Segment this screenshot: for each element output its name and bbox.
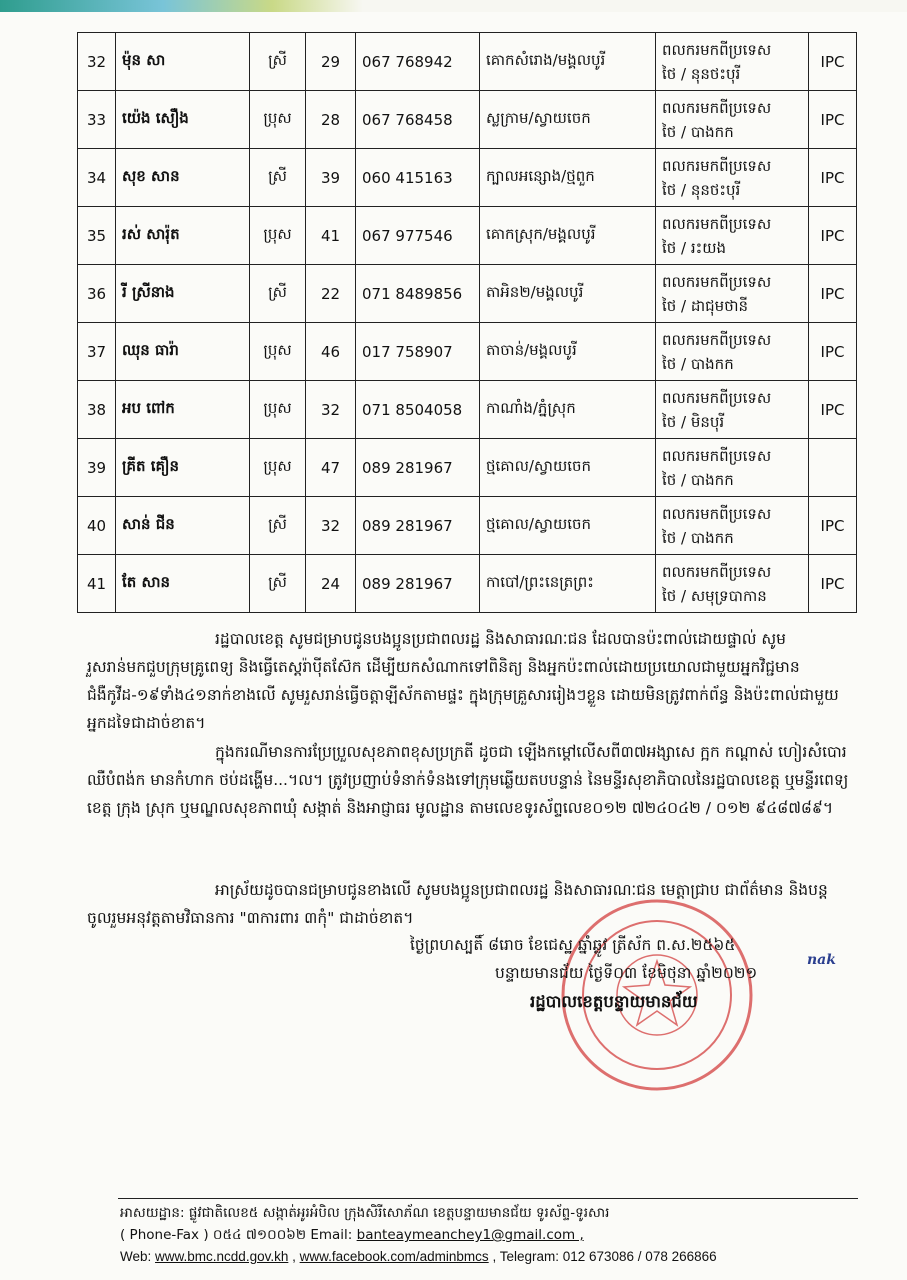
- patient-sex: ប្រុស: [250, 381, 306, 439]
- patient-name: អប ពៅក: [116, 381, 250, 439]
- patient-phone: 071 8489856: [356, 265, 480, 323]
- patient-origin: [656, 91, 809, 149]
- patient-origin: [656, 555, 809, 613]
- origin-line-1: ពលករមកពីប្រទេស: [662, 504, 772, 523]
- patient-table-body: [78, 33, 857, 613]
- patient-origin: [656, 439, 809, 497]
- patient-sex: ប្រុស: [250, 91, 306, 149]
- patient-name: គ្រីត គឿន: [116, 439, 250, 497]
- patient-phone: 067 977546: [356, 207, 480, 265]
- footer-web-label: Web:: [120, 1249, 152, 1264]
- table-row: [78, 323, 857, 381]
- table-row: [78, 33, 857, 91]
- origin-line-1: ពលករមកពីប្រទេស: [662, 562, 772, 581]
- signatory: រដ្ឋបាលខេត្តបន្ទាយមានជ័យ: [530, 992, 698, 1011]
- patient-phone: 067 768458: [356, 91, 480, 149]
- table-row: [78, 555, 857, 613]
- origin-line-2: ថៃ / មិនបុរី: [662, 412, 725, 431]
- row-number: 35: [78, 207, 116, 265]
- patient-address: តាអិន២/មង្គលបូរី: [480, 265, 656, 323]
- patient-address: គោកសំរោង/មង្គលបូរី: [480, 33, 656, 91]
- patient-age: 39: [306, 149, 356, 207]
- patient-address: ថ្មគោល/ស្វាយចេក: [480, 497, 656, 555]
- date-lunar: ថ្ងៃព្រហស្បតិ៍ ៨រោច ខែជេស្ឋ ឆ្នាំឆ្លូវ ត្រីស័ក ព.ស.២៥៦៥: [410, 936, 736, 954]
- patient-address: កាណាំង/ភ្នំស្រុក: [480, 381, 656, 439]
- patient-sex: ប្រុស: [250, 207, 306, 265]
- patient-sex: ប្រុស: [250, 323, 306, 381]
- patient-age: 24: [306, 555, 356, 613]
- origin-line-1: ពលករមកពីប្រទេស: [662, 214, 772, 233]
- patient-address: ថ្មគោល/ស្វាយចេក: [480, 439, 656, 497]
- patient-name: សាន់ ជីន: [116, 497, 250, 555]
- footer: [120, 1202, 880, 1268]
- row-number: 34: [78, 149, 116, 207]
- patient-sex: ប្រុស: [250, 439, 306, 497]
- origin-line-2: ថៃ / បាងកក: [662, 528, 734, 547]
- row-number: 40: [78, 497, 116, 555]
- origin-line-1: ពលករមកពីប្រទេស: [662, 40, 772, 59]
- patient-phone: 060 415163: [356, 149, 480, 207]
- row-number: 41: [78, 555, 116, 613]
- patient-status: IPC: [809, 497, 857, 555]
- row-number: 32: [78, 33, 116, 91]
- patient-phone: 089 281967: [356, 497, 480, 555]
- patient-status: IPC: [809, 91, 857, 149]
- patient-age: 46: [306, 323, 356, 381]
- table-row: [78, 265, 857, 323]
- origin-line-1: ពលករមកពីប្រទេស: [662, 272, 772, 291]
- footer-telegram: , Telegram: 012 673086 / 078 266866: [492, 1249, 717, 1264]
- patient-status: IPC: [809, 265, 857, 323]
- origin-line-2: ថៃ / បាងកក: [662, 354, 734, 373]
- table-row: [78, 439, 857, 497]
- handwritten-initials: nak: [807, 952, 836, 968]
- footer-web-line: Web: www.bmc.ncdd.gov.kh , www.facebook.com/adminbmcs , Telegram: 012 673086 / 078 266866: [120, 1249, 717, 1264]
- patient-origin: [656, 323, 809, 381]
- footer-email-link[interactable]: banteaymeanchey1@gmail.com ,: [356, 1227, 584, 1243]
- origin-line-1: ពលករមកពីប្រទេស: [662, 330, 772, 349]
- row-number: 33: [78, 91, 116, 149]
- origin-line-1: ពលករមកពីប្រទេស: [662, 98, 772, 117]
- patient-address: តាចាន់/មង្គលបូរី: [480, 323, 656, 381]
- footer-phone: ( Phone-Fax ) ០៥៤ ៧១០០៦២ Email:: [120, 1227, 353, 1243]
- footer-contact: [120, 1224, 880, 1246]
- patient-status: IPC: [809, 207, 857, 265]
- patient-name: ម៉ុន សា: [116, 33, 250, 91]
- paragraph-symptoms: ក្នុងករណីមានការប្រែប្រួលសុខភាពខុសប្រក្រតី ដូចជា ឡើងកម្ដៅលើសពី៣៧អង្សាសេ ក្អក កណ្ដាស់ ហៀរសំបោរ ឈឺបំពង់ក មានកំហាក ថប់ដង្ហើម...។ល។ ត្រូវប្រញាប់ទំនាក់ទំនងទៅក្រុមឆ្លើយតបបន្ទាន់ នៃមន្ទីរសុខាភិបាលនៃរដ្ឋបាលខេត្ត ឬមន្ទីរពេទ្យខេត្ត ក្រុង ស្រុក ឬមណ្ឌលសុខភាពឃុំ សង្កាត់ និងអាជ្ញាធរ មូលដ្ឋាន តាមលេខទូរស័ព្ទលេខ០១២ ៧២៤០៤២ / ០១២ ៩៤៨៧៨៩។: [87, 743, 849, 817]
- patient-phone: 067 768942: [356, 33, 480, 91]
- table-row: [78, 381, 857, 439]
- patient-status: [809, 439, 857, 497]
- patient-name: តែ សាន: [116, 555, 250, 613]
- patient-age: 41: [306, 207, 356, 265]
- patient-status: IPC: [809, 381, 857, 439]
- paragraph-instructions: រដ្ឋបាលខេត្ត សូមជម្រាបជូនបងប្អូនប្រជាពលរដ្ឋ និងសាធារណៈជន ដែលបានប៉ះពាល់ដោយផ្ទាល់ សូមរួសរាន់មកជួបក្រុមគ្រូពេទ្យ និងធ្វើតេស្តរ៉ាប៉ីតស៊ែក ដើម្បីយកសំណាកទៅពិនិត្យ និងអ្នកប៉ះពាល់ដោយប្រយោលជាមួយអ្នកវិជ្ជមានជំងឺកូវីដ-១៩ទាំង៤១នាក់ខាងលើ សូមរួសរាន់ធ្វើចត្តាឡីស័កតាមផ្ទះ ក្នុងក្រុមគ្រួសាររៀងៗខ្លួន ដោយមិនត្រូវពាក់ព័ន្ធ និងប៉ះពាល់ជាមួយអ្នកដទៃជាដាច់ខាត។: [87, 630, 839, 732]
- patient-table: [77, 32, 857, 613]
- origin-line-2: ថៃ / បាងកក: [662, 470, 734, 489]
- table-row: [78, 207, 857, 265]
- patient-status: IPC: [809, 33, 857, 91]
- patient-address: ស្លក្រាម/ស្វាយចេក: [480, 91, 656, 149]
- patient-age: 28: [306, 91, 356, 149]
- footer-website-link[interactable]: www.bmc.ncdd.gov.kh: [155, 1249, 289, 1264]
- footer-address: អាសយដ្ឋាន: ផ្លូវជាតិលេខ៥ សង្កាត់អូរអំបិល ក្រុងសិរីសោភ័ណ ខេត្តបន្ទាយមានជ័យ ទូរស័ព្ទ-ទូរសារ: [120, 1205, 610, 1221]
- footer-divider: [118, 1198, 858, 1199]
- patient-age: 22: [306, 265, 356, 323]
- patient-sex: ស្រី: [250, 555, 306, 613]
- origin-line-1: ពលករមកពីប្រទេស: [662, 156, 772, 175]
- patient-phone: 089 281967: [356, 555, 480, 613]
- patient-phone: 071 8504058: [356, 381, 480, 439]
- patient-status: IPC: [809, 555, 857, 613]
- row-number: 38: [78, 381, 116, 439]
- patient-status: IPC: [809, 323, 857, 381]
- origin-line-1: ពលករមកពីប្រទេស: [662, 446, 772, 465]
- origin-line-2: ថៃ / រះយង: [662, 238, 727, 257]
- patient-name: រស់ សារ៉ុត: [116, 207, 250, 265]
- top-color-strip: [0, 0, 907, 12]
- patient-status: IPC: [809, 149, 857, 207]
- patient-name: ឈុន ធារ៉ា: [116, 323, 250, 381]
- patient-origin: [656, 381, 809, 439]
- paragraph-closing: អាស្រ័យដូចបានជម្រាបជូនខាងលើ សូមបងប្អូនប្រជាពលរដ្ឋ និងសាធារណៈជន មេត្តាជ្រាប ជាព័ត៌មាន និងបន្តចូលរួមអនុវត្តតាមវិធានការ "៣ការពារ ៣កុំ" ជាដាច់ខាត។: [87, 881, 828, 927]
- origin-line-2: ថៃ / សមុទ្របាកាន: [662, 586, 767, 605]
- row-number: 36: [78, 265, 116, 323]
- patient-name: យ៉េង សឿង: [116, 91, 250, 149]
- patient-origin: [656, 33, 809, 91]
- origin-line-2: ថៃ / បាងកក: [662, 122, 734, 141]
- table-row: [78, 497, 857, 555]
- footer-facebook-link[interactable]: www.facebook.com/adminbmcs: [299, 1249, 489, 1264]
- patient-name: រី ស្រីនាង: [116, 265, 250, 323]
- patient-origin: [656, 207, 809, 265]
- patient-sex: ស្រី: [250, 149, 306, 207]
- patient-address: ក្បាលអន្សោង/ថ្មពួក: [480, 149, 656, 207]
- origin-line-1: ពលករមកពីប្រទេស: [662, 388, 772, 407]
- table-row: [78, 91, 857, 149]
- patient-age: 32: [306, 381, 356, 439]
- patient-origin: [656, 149, 809, 207]
- patient-origin: [656, 497, 809, 555]
- patient-age: 32: [306, 497, 356, 555]
- patient-phone: 017 758907: [356, 323, 480, 381]
- origin-line-2: ថៃ / នុនថះបុរី: [662, 64, 741, 83]
- origin-line-2: ថៃ / នុនថះបុរី: [662, 180, 741, 199]
- patient-name: សុខ សាន: [116, 149, 250, 207]
- origin-line-2: ថៃ / ដាជុមថានី: [662, 296, 749, 315]
- patient-age: 29: [306, 33, 356, 91]
- patient-address: កាបៅ/ព្រះនេត្រព្រះ: [480, 555, 656, 613]
- row-number: 39: [78, 439, 116, 497]
- patient-age: 47: [306, 439, 356, 497]
- date-solar: បន្ទាយមានជ័យ ថ្ងៃទី០៣ ខែមិថុនា ឆ្នាំ២០២១: [495, 964, 758, 982]
- table-row: [78, 149, 857, 207]
- patient-address: គោកស្រុក/មង្គលបូរី: [480, 207, 656, 265]
- patient-origin: [656, 265, 809, 323]
- patient-sex: ស្រី: [250, 497, 306, 555]
- row-number: 37: [78, 323, 116, 381]
- patient-sex: ស្រី: [250, 265, 306, 323]
- patient-phone: 089 281967: [356, 439, 480, 497]
- patient-sex: ស្រី: [250, 33, 306, 91]
